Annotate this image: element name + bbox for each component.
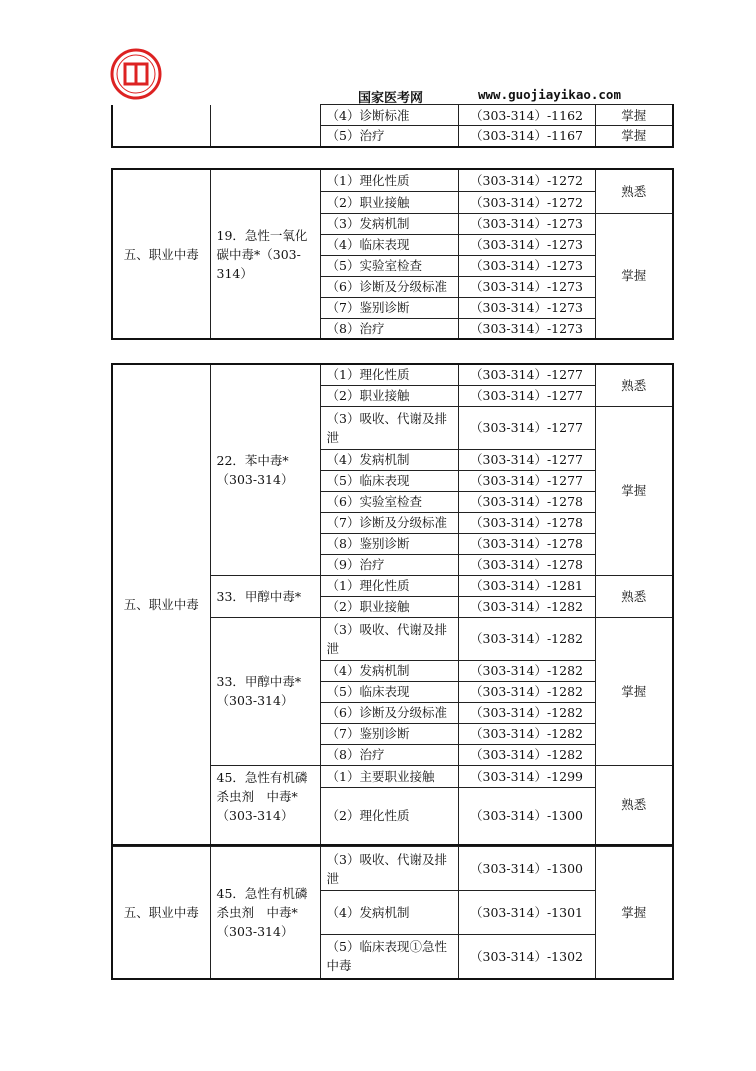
code-cell: （303-314）-1272 (458, 191, 595, 213)
item-cell: （4）诊断标准 (320, 105, 458, 126)
topic-cell: 33．甲醇中毒*（303-314） (210, 617, 320, 765)
table-row (112, 847, 673, 891)
code-cell: （303-314）-1281 (458, 575, 595, 596)
level-cell: 熟悉 (595, 364, 673, 406)
item-cell: （5）临床表现 (320, 470, 458, 491)
item-cell: （3）发病机制 (320, 213, 458, 234)
table-row (112, 169, 673, 191)
code-cell: （303-314）-1277 (458, 364, 595, 385)
code-cell: （303-314）-1273 (458, 213, 595, 234)
item-cell: （5）临床表现①急性中毒 (320, 935, 458, 979)
item-cell: （5）实验室检查 (320, 255, 458, 276)
header-site-title: 国家医考网 (358, 91, 424, 106)
level-cell: 掌握 (595, 105, 673, 126)
code-cell: （303-314）-1282 (458, 617, 595, 660)
item-cell: （8）治疗 (320, 318, 458, 339)
item-cell: （3）吸收、代谢及排泄 (320, 617, 458, 660)
code-cell: （303-314）-1277 (458, 385, 595, 406)
table-benzene-methanol (111, 363, 674, 846)
code-cell: （303-314）-1282 (458, 596, 595, 617)
table-row (112, 364, 673, 385)
topic-cell: 19．急性一氧化碳中毒*（303-314） (210, 169, 320, 339)
chapter-cell (112, 105, 210, 147)
code-cell: （303-314）-1277 (458, 470, 595, 491)
code-cell: （303-314）-1282 (458, 660, 595, 681)
item-cell: （3）吸收、代谢及排泄 (320, 847, 458, 891)
table-continuation (111, 104, 674, 148)
item-cell: （7）鉴别诊断 (320, 297, 458, 318)
code-cell: （303-314）-1282 (458, 723, 595, 744)
item-cell: （7）鉴别诊断 (320, 723, 458, 744)
code-cell: （303-314）-1273 (458, 318, 595, 339)
code-cell: （303-314）-1282 (458, 744, 595, 765)
item-cell: （5）治疗 (320, 126, 458, 147)
level-cell: 掌握 (595, 213, 673, 339)
code-cell: （303-314）-1299 (458, 765, 595, 787)
item-cell: （9）治疗 (320, 554, 458, 575)
item-cell: （6）实验室检查 (320, 491, 458, 512)
code-cell: （303-314）-1278 (458, 491, 595, 512)
code-cell: （303-314）-1167 (458, 126, 595, 147)
item-cell: （7）诊断及分级标准 (320, 512, 458, 533)
item-cell: （4）临床表现 (320, 234, 458, 255)
table-organophosphorus (111, 846, 674, 980)
header-site-url[interactable]: www.guojiayikao.com (478, 87, 621, 102)
level-cell: 熟悉 (595, 765, 673, 845)
item-cell: （5）临床表现 (320, 681, 458, 702)
item-cell: （6）诊断及分级标准 (320, 702, 458, 723)
code-cell: （303-314）-1273 (458, 255, 595, 276)
table-row (112, 105, 673, 126)
item-cell: （4）发病机制 (320, 449, 458, 470)
item-cell: （6）诊断及分级标准 (320, 276, 458, 297)
code-cell: （303-314）-1301 (458, 891, 595, 935)
item-cell: （2）理化性质 (320, 787, 458, 845)
item-cell: （1）理化性质 (320, 364, 458, 385)
level-cell: 掌握 (595, 847, 673, 979)
item-cell: （1）理化性质 (320, 575, 458, 596)
chapter-cell: 五、职业中毒 (112, 169, 210, 339)
topic-cell: 33．甲醇中毒* (210, 575, 320, 617)
item-cell: （8）治疗 (320, 744, 458, 765)
item-cell: （1）理化性质 (320, 169, 458, 191)
item-cell: （3）吸收、代谢及排泄 (320, 406, 458, 449)
level-cell: 掌握 (595, 126, 673, 147)
code-cell: （303-314）-1300 (458, 787, 595, 845)
code-cell: （303-314）-1273 (458, 297, 595, 318)
code-cell: （303-314）-1282 (458, 702, 595, 723)
topic-cell: 45．急性有机磷杀虫剂 中毒*（303-314） (210, 847, 320, 979)
chapter-cell: 五、职业中毒 (112, 847, 210, 979)
code-cell: （303-314）-1273 (458, 276, 595, 297)
topic-cell: 45．急性有机磷杀虫剂 中毒*（303-314） (210, 765, 320, 845)
item-cell: （4）发病机制 (320, 660, 458, 681)
code-cell: （303-314）-1300 (458, 847, 595, 891)
code-cell: （303-314）-1302 (458, 935, 595, 979)
code-cell: （303-314）-1273 (458, 234, 595, 255)
code-cell: （303-314）-1278 (458, 512, 595, 533)
level-cell: 掌握 (595, 617, 673, 765)
topic-cell (210, 105, 320, 147)
code-cell: （303-314）-1278 (458, 533, 595, 554)
level-cell: 熟悉 (595, 575, 673, 617)
code-cell: （303-314）-1282 (458, 681, 595, 702)
item-cell: （4）发病机制 (320, 891, 458, 935)
item-cell: （2）职业接触 (320, 596, 458, 617)
chapter-cell: 五、职业中毒 (112, 364, 210, 845)
level-cell: 掌握 (595, 406, 673, 575)
code-cell: （303-314）-1277 (458, 406, 595, 449)
item-cell: （2）职业接触 (320, 385, 458, 406)
logo-seal-icon (110, 48, 162, 100)
code-cell: （303-314）-1277 (458, 449, 595, 470)
item-cell: （2）职业接触 (320, 191, 458, 213)
code-cell: （303-314）-1162 (458, 105, 595, 126)
item-cell: （8）鉴别诊断 (320, 533, 458, 554)
topic-cell: 22．苯中毒*（303-314） (210, 364, 320, 575)
table-co-poisoning (111, 168, 674, 340)
level-cell: 熟悉 (595, 169, 673, 213)
code-cell: （303-314）-1272 (458, 169, 595, 191)
code-cell: （303-314）-1278 (458, 554, 595, 575)
item-cell: （1）主要职业接触 (320, 765, 458, 787)
